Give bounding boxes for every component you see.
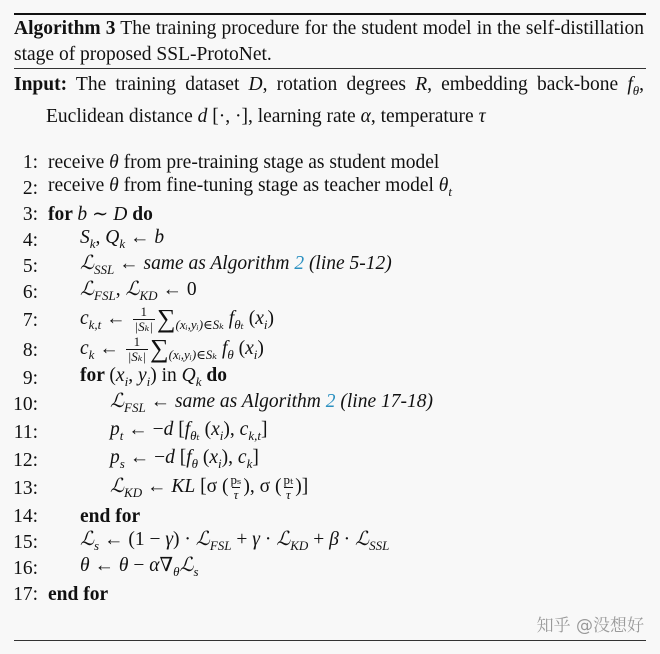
math-symbol: β [329, 529, 339, 550]
subscript: t [119, 428, 124, 443]
subscript: θ [227, 346, 234, 362]
text: ← [125, 227, 155, 248]
math-symbol: ℒ [179, 555, 194, 576]
subscript: i [263, 316, 268, 332]
text: · [338, 529, 356, 550]
line-content [80, 553, 199, 585]
math-symbol: f [186, 447, 192, 468]
text: ), [221, 447, 238, 468]
line-number: 15: [13, 532, 38, 553]
line-number: 10: [13, 394, 38, 415]
subscript: θ [173, 564, 180, 579]
text: [·, ·], learning rate [207, 106, 361, 127]
text: − [128, 555, 150, 576]
subscript: s [193, 564, 199, 579]
subscript: t [448, 184, 452, 199]
text: The training dataset [67, 74, 249, 95]
subscript: k,t [88, 316, 102, 332]
algorithm-line [0, 471, 644, 504]
line-number: 13: [13, 478, 38, 499]
math-symbol: same as Algorithm [143, 253, 295, 274]
line-number: 7: [22, 310, 38, 331]
fraction-numerator: 1 [140, 303, 147, 319]
text: ← 0 [157, 279, 197, 300]
subscript: θ [632, 83, 640, 98]
line-number: 16: [13, 558, 38, 579]
fraction [126, 335, 148, 364]
text: , [95, 227, 106, 248]
math-symbol: τ [478, 106, 486, 127]
math-symbol: ℒ [195, 529, 210, 550]
algorithm-line [0, 448, 644, 474]
math-symbol: c [80, 337, 89, 359]
text: + [308, 529, 330, 550]
math-symbol: ℒ [80, 253, 95, 274]
keyword: for [80, 365, 110, 386]
fraction-numerator: pₛ [230, 471, 242, 487]
subscript: θ [191, 456, 198, 471]
line-number: 12: [13, 450, 38, 471]
math-symbol: x [209, 447, 219, 468]
math-symbol: b [154, 227, 165, 248]
subscript: s [94, 538, 100, 553]
line-number: 3: [22, 204, 38, 225]
subscript: KD [124, 484, 143, 500]
algorithm-line [0, 280, 644, 306]
algorithm-body [0, 150, 644, 608]
math-symbol: ℒ [276, 529, 291, 550]
keyword: end for [80, 506, 141, 527]
line-content [48, 173, 452, 205]
subscript: i [253, 346, 258, 362]
watermark: 知乎 @没想好 [536, 616, 644, 636]
text: ← − [123, 419, 164, 440]
math-symbol: d [165, 447, 175, 468]
subscript: FSL [209, 538, 232, 553]
subscript: KD [139, 288, 158, 303]
text: from pre-training stage as student model [118, 152, 440, 173]
algorithm-line [0, 176, 644, 202]
math-symbol: θ [109, 175, 119, 196]
text: ) [257, 337, 264, 359]
text: [ [174, 447, 187, 468]
fraction-denominator: |Sₖ| [127, 348, 147, 364]
line-content [80, 305, 274, 338]
text: , [128, 365, 138, 386]
subscript: k [195, 374, 202, 389]
line-content [48, 582, 108, 608]
line-number: 17: [13, 584, 38, 605]
keyword: for [48, 204, 78, 225]
subscript: i [146, 374, 151, 389]
subscript: θₜ [190, 428, 200, 443]
text: ← [145, 391, 175, 412]
fraction [230, 473, 241, 502]
keyword: end for [48, 584, 109, 605]
math-symbol: c [80, 307, 89, 329]
subscript: i [124, 374, 129, 389]
math-symbol: γ [252, 529, 260, 550]
math-symbol: S [80, 227, 90, 248]
text: [ [173, 419, 185, 440]
fraction [133, 305, 155, 334]
math-symbol: d [197, 106, 208, 127]
text: , Euclidean distance [46, 74, 645, 127]
line-number: 14: [13, 506, 38, 527]
subscript: k [246, 456, 253, 471]
text: from fine-tuning stage as teacher model [118, 175, 439, 196]
algorithm-line [0, 556, 644, 582]
top-rule [14, 13, 646, 15]
line-number: 9: [22, 368, 38, 389]
text: ( [198, 447, 210, 468]
text: ), [223, 419, 240, 440]
line-number: 4: [22, 230, 38, 251]
keyword: Algorithm 3 [14, 18, 116, 39]
text: ( [199, 419, 212, 440]
text: ∇ [159, 555, 174, 576]
subscript: FSL [94, 288, 116, 303]
text: ( [233, 337, 246, 359]
math-symbol: x [115, 365, 125, 386]
math-symbol: Q [181, 365, 196, 386]
math-symbol: (line 5-12) [304, 253, 392, 274]
subscript: SSL [94, 262, 115, 277]
fraction-denominator: |Sₖ| [134, 318, 153, 334]
algorithm-caption [14, 16, 644, 68]
math-symbol: c [239, 419, 249, 440]
line-number: 2: [22, 178, 38, 199]
line-number: 6: [22, 282, 38, 303]
algorithm-line [0, 303, 644, 336]
text: ( [243, 307, 256, 329]
algorithm-reference-link[interactable]: 2 [325, 391, 336, 412]
math-symbol: f [228, 307, 235, 329]
bottom-rule [14, 640, 646, 641]
sum-symbol: ∑ [156, 303, 176, 333]
algorithm-input [14, 72, 644, 130]
subscript: i [219, 428, 224, 443]
keyword: Input: [14, 74, 68, 95]
subscript: k,t [248, 428, 261, 443]
math-symbol: γ [165, 529, 174, 550]
text: ← − [124, 447, 166, 468]
math-symbol: α [360, 106, 371, 127]
subscript: (xᵢ,yᵢ)∈Sₖ [175, 316, 224, 332]
text: ← [89, 555, 119, 576]
text: ← [94, 337, 124, 359]
math-symbol: θ [109, 152, 119, 173]
math-symbol: α [149, 555, 160, 576]
subscript: s [119, 456, 125, 471]
math-symbol: p [110, 419, 120, 440]
math-symbol: ℒ [80, 279, 95, 300]
text: ), σ ( [243, 475, 282, 497]
algorithm-line [0, 392, 644, 418]
text: ) · [173, 529, 196, 550]
subscript: (xᵢ,yᵢ)∈Sₖ [168, 346, 218, 362]
text: ← [114, 253, 144, 274]
math-symbol: same as Algorithm [174, 391, 326, 412]
subscript: θₜ [234, 316, 244, 332]
algorithm-line [0, 418, 644, 448]
keyword: do [127, 204, 153, 225]
subscript: FSL [124, 400, 146, 415]
text: , [115, 279, 126, 300]
text: )] [295, 475, 309, 497]
subscript: SSL [369, 538, 390, 553]
math-symbol: θ [80, 555, 90, 576]
math-symbol: KL [171, 475, 196, 497]
caption-rule [14, 68, 646, 69]
text: , temperature [370, 106, 479, 127]
algorithm-line [0, 582, 644, 608]
text: ← (1 − [99, 529, 166, 550]
sum-symbol: ∑ [150, 333, 169, 363]
text: ) [267, 307, 274, 329]
keyword: do [201, 365, 228, 386]
fraction [283, 473, 293, 502]
math-symbol: p [110, 447, 120, 468]
math-symbol: D [248, 74, 263, 95]
line-number: 1: [22, 152, 38, 173]
text: , rotation degrees [262, 74, 416, 95]
line-content [110, 473, 308, 506]
math-symbol: y [137, 365, 147, 386]
line-number: 5: [22, 256, 38, 277]
math-symbol: f [627, 74, 633, 95]
math-symbol: Q [105, 227, 120, 248]
math-symbol: x [211, 419, 220, 440]
math-symbol: ℒ [110, 391, 125, 412]
algorithm-reference-link[interactable]: 2 [294, 253, 305, 274]
text: ∼ [87, 204, 114, 225]
math-symbol: b [77, 204, 88, 225]
math-symbol: (line 17-18) [335, 391, 433, 412]
line-number: 11: [13, 422, 38, 443]
math-symbol: f [184, 419, 191, 440]
subscript: i [218, 456, 222, 471]
fraction-denominator: τ [286, 486, 291, 502]
text: , embedding back-bone [427, 74, 628, 95]
text: ← [142, 475, 172, 497]
math-symbol: ℒ [125, 279, 140, 300]
subscript: KD [290, 538, 309, 553]
line-number: 8: [22, 340, 38, 361]
text: The training procedure for the student model in the self-distillation stage of proposed SSL-ProtoNet. [14, 18, 644, 65]
math-symbol: f [221, 337, 228, 359]
math-symbol: c [237, 447, 247, 468]
fraction-denominator: τ [233, 486, 239, 502]
text: ← [101, 307, 131, 329]
fraction-numerator: pₜ [283, 471, 294, 487]
math-symbol: d [163, 419, 174, 440]
math-symbol: x [255, 307, 264, 329]
fraction-numerator: 1 [133, 333, 141, 349]
text: receive [48, 175, 110, 196]
text: ( [109, 365, 116, 386]
text: [σ ( [195, 475, 229, 497]
math-symbol: x [245, 337, 254, 359]
text: ] [252, 447, 259, 468]
text: receive [48, 152, 110, 173]
math-symbol: θ [438, 175, 449, 196]
text: ) in [150, 365, 182, 386]
math-symbol: ℒ [355, 529, 370, 550]
algorithm-line [0, 333, 644, 366]
math-symbol: ℒ [110, 475, 125, 497]
math-symbol: R [415, 74, 428, 95]
subscript: k [119, 236, 126, 251]
math-symbol: D [113, 204, 128, 225]
text: ] [260, 419, 268, 440]
text: + [231, 529, 253, 550]
text: · [259, 529, 277, 550]
math-symbol: ℒ [80, 529, 95, 550]
math-symbol: θ [118, 555, 129, 576]
subscript: k [89, 236, 96, 251]
subscript: k [88, 346, 95, 362]
